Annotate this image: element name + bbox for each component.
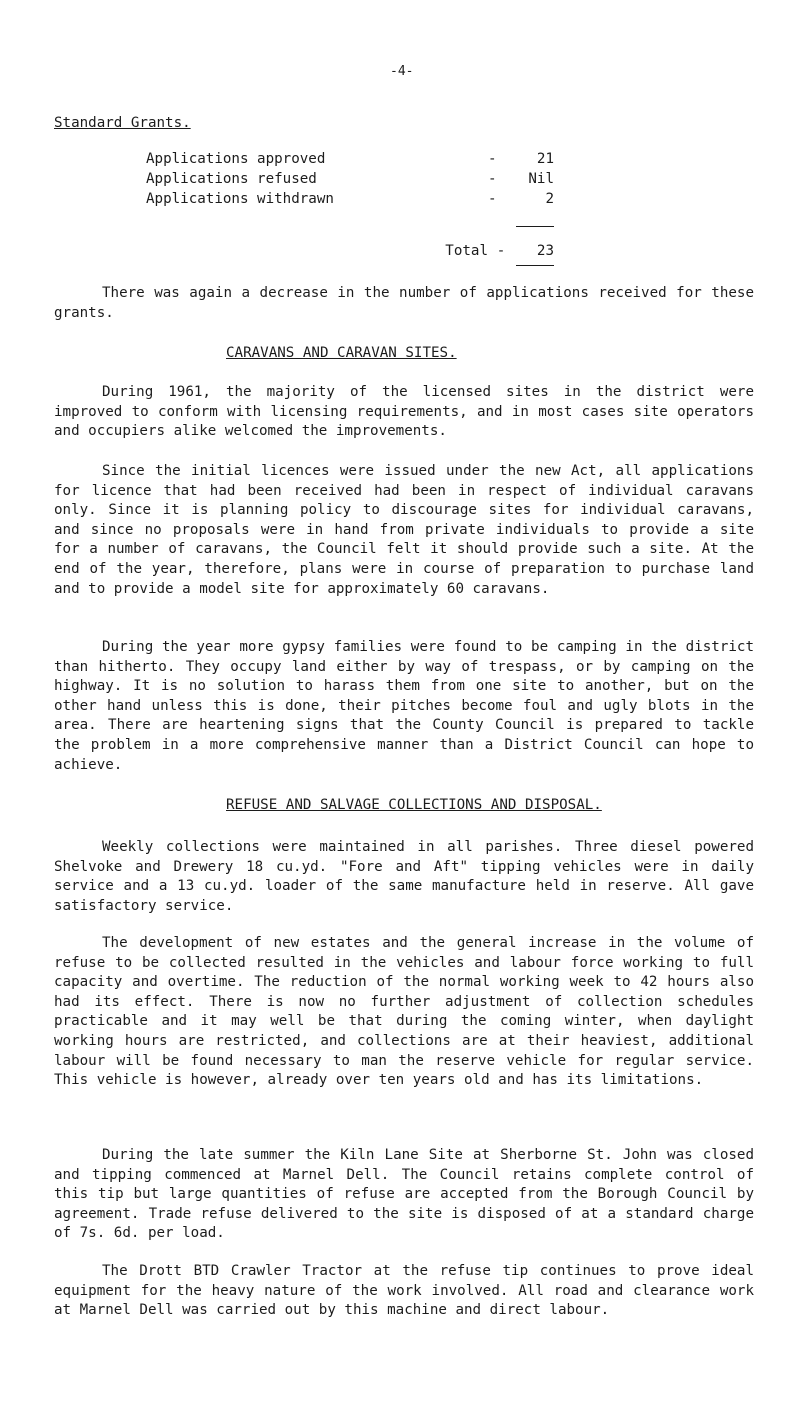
paragraph: The development of new estates and the general increase in the volume of refuse to be collected resulted in the vehicles and labour force working to full capacity and overtime. The reduction of the normal working week to 42 hours also had its effect. There is now no further adjustment of collection schedules practicable and it may well be that during the coming winter, when daylight working hours are restricted, and collections are at their heaviest, additional labour will be found necessary to man the reserve vehicle for regular service. This vehicle is however, already over ten years old and has its limitations.	[54, 935, 754, 1089]
paragraph: The Drott BTD Crawler Tractor at the refuse tip continues to prove ideal equipment for the heavy nature of the work involved. All road and clearance work at Marnel Dell was carried out by this machine and direct labour.	[54, 1263, 754, 1319]
stat-value: Nil	[528, 171, 554, 187]
standard-grants-heading: Standard Grants.	[54, 115, 191, 131]
total-value: 23	[536, 243, 554, 259]
paragraph: During the late summer the Kiln Lane Site at Sherborne St. John was closed and tipping commenced at Marnel Dell. The Council retains complete control of this tip but large quantities of refuse are accepted from the Borough Council by agreement. Trade refuse delivered to the site is disposed of at a standard charge of 7s. 6d. per load.	[54, 1147, 754, 1242]
refuse-paragraphs	[54, 1262, 754, 1321]
refuse-heading: REFUSE AND SALVAGE COLLECTIONS AND DISPOSAL.	[226, 797, 602, 813]
stat-label: Applications approved	[146, 151, 326, 167]
stat-label: Applications withdrawn	[146, 191, 334, 207]
total-row: Total - 23	[146, 242, 554, 262]
stat-row: Applications approved - 21	[146, 150, 554, 170]
stat-value: 21	[536, 151, 554, 167]
stat-value: 2	[545, 191, 554, 207]
stat-row: Applications refused - Nil	[146, 170, 554, 190]
grants-note: There was again a decrease in the number of applications received for these grants.	[54, 285, 754, 321]
grants-stats-table	[146, 150, 554, 210]
stat-label: Applications refused	[146, 171, 317, 187]
total-rule-bottom	[516, 265, 554, 266]
refuse-paragraphs	[54, 934, 754, 1091]
caravans-paragraphs	[54, 383, 754, 442]
paragraph: During 1961, the majority of the licensed sites in the district were improved to conform with licensing requirements, and in most cases site operators and occupiers alike welcomed the improvements.	[54, 384, 754, 440]
stat-row: Applications withdrawn - 2	[146, 190, 554, 210]
total-label: Total	[445, 243, 488, 259]
caravans-paragraphs	[54, 638, 754, 775]
paragraph: During the year more gypsy families were found to be camping in the district than hitherto. They occupy land either by way of trespass, or by camping on the highway. It is no solution to harass them from one site to another, but on the other hand unless this is done, their pitches become foul and ugly blots in the area. There are heartening signs that the County Council is prepared to tackle the problem in a more comprehensive manner than a District Council can hope to achieve.	[54, 639, 754, 773]
refuse-paragraphs	[54, 1146, 754, 1244]
paragraph: Weekly collections were maintained in all parishes. Three diesel powered Shelvoke and Drewery 18 cu.yd. "Fore and Aft" tipping vehicles were in daily service and a 13 cu.yd. loader of the same manufacture held in reserve. All gave satisfactory service.	[54, 839, 754, 914]
page-number: -4-	[390, 64, 414, 79]
paragraph: Since the initial licences were issued under the new Act, all applications for licence that had been received had been in respect of individual caravans only. Since it is planning policy to discourage sites for individual caravans, and since no proposals were in hand from private individuals to provide a site for a number of caravans, the Council felt it should provide such a site. At the end of the year, therefore, plans were in course of preparation to purchase land and to provide a model site for approximately 60 caravans.	[54, 463, 754, 597]
total-rule-top	[516, 226, 554, 227]
caravans-paragraphs	[54, 462, 754, 599]
caravans-heading: CARAVANS AND CARAVAN SITES.	[226, 345, 457, 361]
refuse-paragraphs	[54, 838, 754, 916]
